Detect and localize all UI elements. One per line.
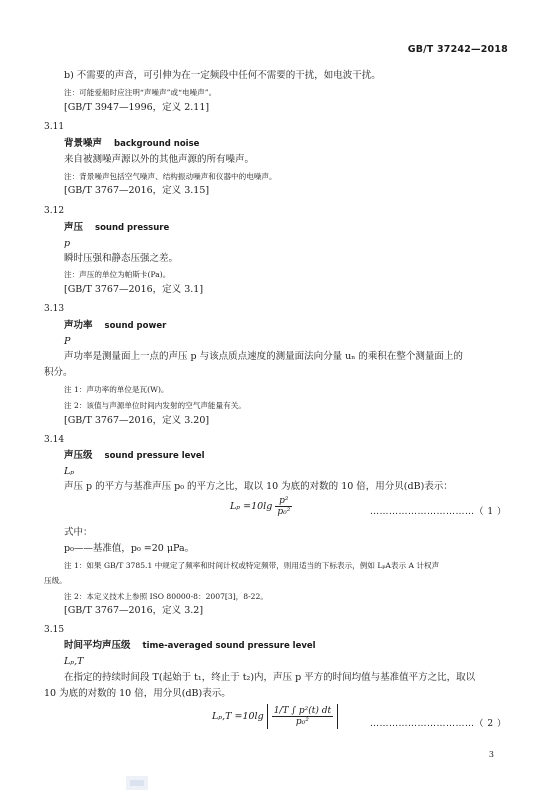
item-b-note: 注：可能爱船时应注明“声噪声”或“电噪声”。	[64, 88, 217, 97]
section-3-13-symbol: P	[64, 336, 71, 347]
section-3-11-number: 3.11	[44, 122, 65, 132]
section-3-11-term	[64, 138, 199, 150]
section-3-12-definition: 瞬时压强和静态压强之差。	[64, 253, 179, 264]
section-3-14-where: 式中：	[64, 527, 93, 538]
page-number: 3	[488, 750, 494, 759]
section-3-12-ref: [GB/T 3767—2016，定义 3.1]	[64, 284, 204, 295]
term-en: sound power	[104, 321, 167, 331]
section-3-14-note-1b: 压级。	[44, 576, 67, 585]
section-3-15-number: 3.15	[44, 625, 65, 635]
equation-2-lhs: Lₚ,T =10lg	[212, 711, 264, 722]
equation-1-numerator: p²	[275, 496, 292, 507]
section-3-14-definition: 声压 p 的平方与基准声压 p₀ 的平方之比，取以 10 为底的对数的 10 倍，用分贝(dB)表示：	[64, 481, 453, 492]
equation-1-tag: ……………………………（ 1 ）	[370, 507, 507, 517]
term-cn: 时间平均声压级	[64, 640, 131, 651]
term-cn: 声压级	[64, 450, 93, 461]
section-3-14-number: 3.14	[44, 435, 65, 445]
section-3-12-term	[64, 222, 169, 234]
equation-2-tag: ……………………………（ 2 ）	[370, 719, 507, 729]
equation-1-fraction	[275, 496, 292, 517]
section-3-13-ref: [GB/T 3767—2016，定义 3.20]	[64, 415, 210, 426]
section-3-15-definition-2: 10 为底的对数的 10 倍，用分贝(dB)表示。	[44, 688, 231, 699]
section-3-11-definition: 来自被测噪声源以外的其他声源的所有噪声。	[64, 154, 255, 165]
term-cn: 声压	[64, 222, 84, 233]
term-cn: 声功率	[64, 320, 93, 331]
equation-1-lhs: Lₚ =10lg	[230, 501, 273, 512]
section-3-14-term	[64, 450, 205, 462]
equation-2-denominator: p₀²	[295, 717, 309, 727]
section-3-14-ref: [GB/T 3767—2016，定义 3.2]	[64, 605, 204, 616]
section-3-13-number: 3.13	[44, 304, 65, 314]
term-cn: 背景噪声	[64, 138, 103, 149]
section-3-13-definition-1: 声功率是测量面上一点的声压 p 与该点质点速度的测量面法向分量 uₙ 的乘积在整个测量面上的	[64, 351, 463, 362]
section-3-12-symbol: p	[64, 238, 71, 249]
equation-1	[230, 496, 292, 517]
section-3-13-term	[64, 320, 166, 332]
watermark-logo-inner	[130, 780, 144, 786]
equation-2-fraction	[272, 706, 333, 727]
section-3-15-term	[64, 640, 316, 652]
section-3-13-note-1: 注 1：声功率的单位是瓦(W)。	[64, 385, 169, 394]
section-3-14-note-1a: 注 1：如果 GB/T 3785.1 中规定了频率和时间计权或特定频带，则用适当的下标表示，例如 LₚA表示 A 计权声	[64, 561, 440, 570]
section-3-15-symbol: Lₚ,T	[64, 656, 84, 667]
term-en: background noise	[114, 139, 200, 149]
item-b-ref: [GB/T 3947—1996，定义 2.11]	[64, 102, 210, 113]
section-3-13-note-2: 注 2：该值与声源单位时间内发射的空气声能量有关。	[64, 401, 246, 410]
section-3-14-symbol: Lₚ	[64, 466, 75, 477]
section-3-14-note-2: 注 2：本定义技术上参照 ISO 80000-8：2007[3]，8-22。	[64, 592, 268, 601]
section-3-12-note: 注：声压的单位为帕斯卡(Pa)。	[64, 270, 171, 279]
section-3-11-ref: [GB/T 3767—2016，定义 3.15]	[64, 185, 210, 196]
equation-2-numerator: 1/T ∫ p²(t) dt	[273, 706, 332, 716]
section-3-12-number: 3.12	[44, 206, 65, 216]
section-3-13-definition-2: 积分。	[44, 367, 73, 378]
standard-header: GB/T 37242—2018	[407, 44, 508, 55]
item-b: b) 不需要的声音，可引伸为在一定频段中任何不需要的干扰，如电波干扰。	[64, 70, 381, 81]
term-en: sound pressure	[95, 223, 170, 233]
term-en: sound pressure level	[104, 451, 205, 461]
section-3-15-definition-1: 在指定的持续时间段 T(起始于 t₁，终止于 t₂)内，声压 p 平方的时间均值与基准值平方之比，取以	[64, 672, 476, 683]
equation-2	[212, 704, 338, 729]
section-3-14-reference-value: p₀——基准值，p₀ =20 μPa。	[64, 543, 195, 554]
equation-1-denominator: p₀²	[277, 507, 291, 517]
term-en: time-averaged sound pressure level	[142, 641, 316, 651]
equation-2-bracket	[267, 704, 338, 729]
section-3-11-note: 注：背景噪声包括空气噪声、结构振动噪声和仪器中的电噪声。	[64, 172, 277, 181]
